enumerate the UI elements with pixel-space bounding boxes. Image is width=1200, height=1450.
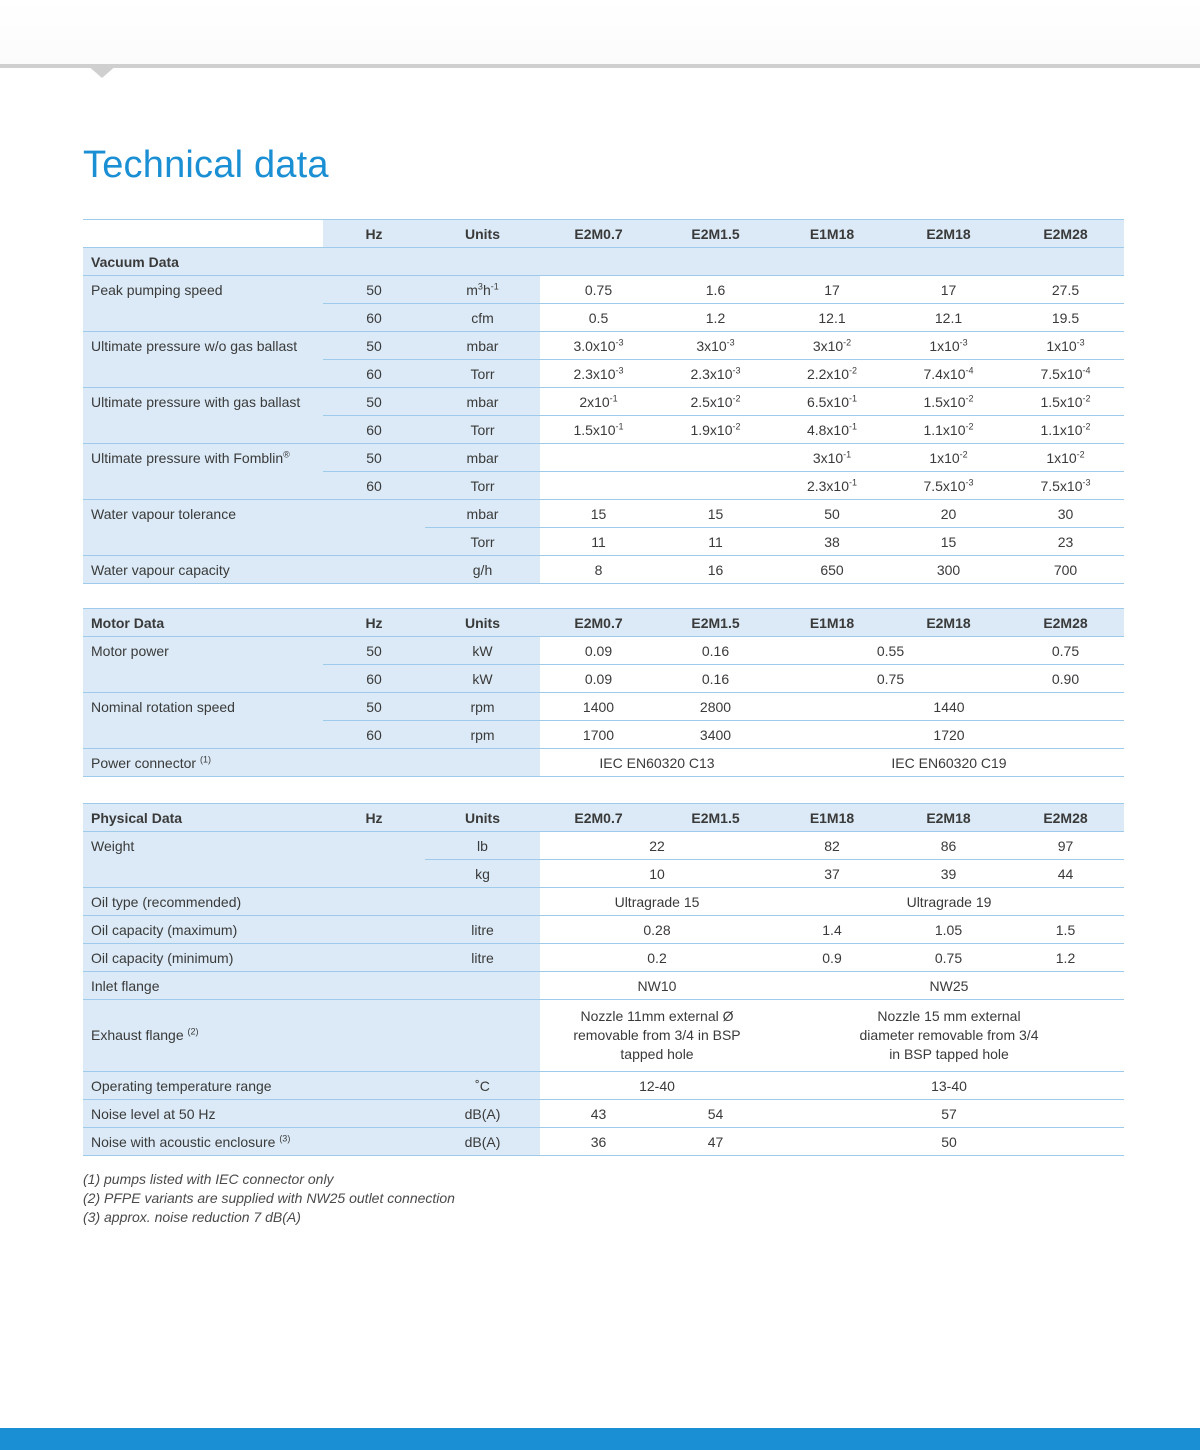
top-band: [0, 0, 1200, 64]
footnote: (2) PFPE variants are supplied with NW25 outlet connection: [83, 1190, 455, 1206]
table-row: [83, 388, 1124, 416]
row-label: Ultimate pressure w/o gas ballast: [83, 332, 323, 388]
value-cell: $1x10^{-2}$: [890, 444, 1007, 472]
unit-cell: $m^3h^{-1}$: [425, 276, 540, 304]
row-label: Oil capacity (minimum): [83, 944, 425, 972]
header-model: E1M18: [774, 220, 890, 248]
header-hz: Hz: [323, 220, 425, 248]
value-cell: 1.05: [890, 916, 1007, 944]
value-cell: $1.5x10^{-2}$: [1007, 388, 1124, 416]
header-model: E2M1.5: [657, 609, 774, 637]
header-units: Units: [425, 804, 540, 832]
value-cell: 0.16: [657, 665, 774, 693]
row-label: Nominal rotation speed: [83, 693, 323, 749]
header-blank: [83, 220, 323, 248]
hz-cell: 50: [323, 693, 425, 721]
table-row: [83, 888, 1124, 916]
table-row: [83, 749, 1124, 777]
row-label: Exhaust flange $^{(2)}$: [83, 1000, 540, 1072]
value-cell: 97: [1007, 832, 1124, 860]
row-label: Water vapour tolerance: [83, 500, 425, 556]
value-cell: 0.75: [774, 665, 1007, 693]
header-model: E1M18: [774, 804, 890, 832]
header-model: E1M18: [774, 609, 890, 637]
table-row: [83, 500, 1124, 528]
table-row: [83, 332, 1124, 360]
value-cell: 44: [1007, 860, 1124, 888]
hz-cell: 50: [323, 388, 425, 416]
hz-cell: 50: [323, 276, 425, 304]
row-label: Ultimate pressure with gas ballast: [83, 388, 323, 444]
row-label: Weight: [83, 832, 425, 888]
value-cell: 15: [540, 500, 657, 528]
value-cell: 82: [774, 832, 890, 860]
value-cell: 39: [890, 860, 1007, 888]
value-cell: 10: [540, 860, 774, 888]
hz-cell: 60: [323, 721, 425, 749]
table-row: [83, 944, 1124, 972]
value-cell: $2.5x10^{-2}$: [657, 388, 774, 416]
physical-data-table: [83, 803, 1124, 1156]
value-cell: [540, 472, 657, 500]
value-cell: 0.90: [1007, 665, 1124, 693]
value-cell: 15: [890, 528, 1007, 556]
value-cell: $3x10^{-1}$: [774, 444, 890, 472]
value-cell: $1.5x10^{-2}$: [890, 388, 1007, 416]
header-model: E2M18: [890, 220, 1007, 248]
header-hz: Hz: [323, 804, 425, 832]
section-title: Vacuum Data: [83, 248, 1124, 276]
value-cell: 37: [774, 860, 890, 888]
value-cell: $2.3x10^{-1}$: [774, 472, 890, 500]
value-cell: 0.9: [774, 944, 890, 972]
value-cell: 1.6: [657, 276, 774, 304]
value-cell: 700: [1007, 556, 1124, 584]
value-cell: 22: [540, 832, 774, 860]
section-title: Physical Data: [83, 804, 323, 832]
motor-data-table: [83, 608, 1124, 777]
value-cell: 0.2: [540, 944, 774, 972]
value-cell: 43: [540, 1100, 657, 1128]
table-header-row: [83, 220, 1124, 248]
unit-cell: litre: [425, 944, 540, 972]
unit-cell: kW: [425, 665, 540, 693]
value-cell: 57: [774, 1100, 1124, 1128]
value-cell: $3x10^{-2}$: [774, 332, 890, 360]
value-cell: 13-40: [774, 1072, 1124, 1100]
table-row: [83, 1072, 1124, 1100]
header-model: E2M18: [890, 804, 1007, 832]
value-cell: 2800: [657, 693, 774, 721]
unit-cell: Torr: [425, 528, 540, 556]
unit-cell: kW: [425, 637, 540, 665]
row-label: Peak pumping speed: [83, 276, 323, 332]
value-cell: $7.5x10^{-4}$: [1007, 360, 1124, 388]
value-cell: 54: [657, 1100, 774, 1128]
section-title: Motor Data: [83, 609, 323, 637]
value-cell: 1.5: [1007, 916, 1124, 944]
value-cell: 11: [657, 528, 774, 556]
value-cell: $2.3x10^{-3}$: [657, 360, 774, 388]
header-model: E2M28: [1007, 609, 1124, 637]
section-row: [83, 248, 1124, 276]
value-cell: $7.5x10^{-3}$: [890, 472, 1007, 500]
value-cell: 12-40: [540, 1072, 774, 1100]
value-cell: $2x10^{-1}$: [540, 388, 657, 416]
value-cell: 15: [657, 500, 774, 528]
value-cell: 50: [774, 1128, 1124, 1156]
unit-cell: lb: [425, 832, 540, 860]
hz-cell: 50: [323, 637, 425, 665]
value-cell: [540, 444, 657, 472]
value-cell: $7.5x10^{-3}$: [1007, 472, 1124, 500]
value-cell: 0.75: [1007, 637, 1124, 665]
value-cell: Ultragrade 15: [540, 888, 774, 916]
value-cell: 0.5: [540, 304, 657, 332]
header-model: E2M0.7: [540, 804, 657, 832]
row-label: Noise level at 50 Hz: [83, 1100, 425, 1128]
unit-cell: litre: [425, 916, 540, 944]
value-cell: Nozzle 15 mm external diameter removable from 3/4 in BSP tapped hole: [774, 1000, 1124, 1072]
value-cell: $1x10^{-3}$: [1007, 332, 1124, 360]
table-row: [83, 916, 1124, 944]
value-cell: 1.4: [774, 916, 890, 944]
value-cell: 38: [774, 528, 890, 556]
row-label: Water vapour capacity: [83, 556, 425, 584]
value-cell: 30: [1007, 500, 1124, 528]
table-row: [83, 556, 1124, 584]
unit-cell: kg: [425, 860, 540, 888]
value-cell: 11: [540, 528, 657, 556]
unit-cell: cfm: [425, 304, 540, 332]
table-header-row: [83, 609, 1124, 637]
value-cell: 3400: [657, 721, 774, 749]
page-title: Technical data: [83, 144, 329, 186]
value-cell: 50: [774, 500, 890, 528]
header-model: E2M18: [890, 609, 1007, 637]
unit-cell: dB(A): [425, 1128, 540, 1156]
header-model: E2M1.5: [657, 804, 774, 832]
top-notch-marker: [86, 64, 118, 78]
hz-cell: 60: [323, 472, 425, 500]
value-cell: 650: [774, 556, 890, 584]
hz-cell: 50: [323, 332, 425, 360]
row-label: Motor power: [83, 637, 323, 693]
value-cell: 16: [657, 556, 774, 584]
vacuum-data-table: [83, 219, 1124, 584]
header-model: E2M28: [1007, 804, 1124, 832]
value-cell: 8: [540, 556, 657, 584]
table-header-row: [83, 804, 1124, 832]
value-cell: [657, 444, 774, 472]
header-model: E2M1.5: [657, 220, 774, 248]
footnotes: [83, 1170, 455, 1227]
value-cell: Ultragrade 19: [774, 888, 1124, 916]
value-cell: $2.3x10^{-3}$: [540, 360, 657, 388]
hz-cell: 60: [323, 304, 425, 332]
value-cell: 17: [890, 276, 1007, 304]
value-cell: 1.2: [657, 304, 774, 332]
table-row: [83, 972, 1124, 1000]
unit-cell: Torr: [425, 416, 540, 444]
bottom-bar: [0, 1428, 1200, 1450]
value-cell: 27.5: [1007, 276, 1124, 304]
table-row: [83, 637, 1124, 665]
table-row: [83, 444, 1124, 472]
value-cell: 0.16: [657, 637, 774, 665]
header-model: E2M0.7: [540, 609, 657, 637]
unit-cell: rpm: [425, 721, 540, 749]
row-label: Operating temperature range: [83, 1072, 425, 1100]
value-cell: 86: [890, 832, 1007, 860]
value-cell: IEC EN60320 C19: [774, 749, 1124, 777]
value-cell: $1.5x10^{-1}$: [540, 416, 657, 444]
table-row: [83, 276, 1124, 304]
value-cell: 0.09: [540, 665, 657, 693]
value-cell: $1x10^{-3}$: [890, 332, 1007, 360]
unit-cell: mbar: [425, 444, 540, 472]
value-cell: 1.2: [1007, 944, 1124, 972]
value-cell: 47: [657, 1128, 774, 1156]
unit-cell: rpm: [425, 693, 540, 721]
value-cell: NW10: [540, 972, 774, 1000]
value-cell: Nozzle 11mm external Ø removable from 3/4 in BSP tapped hole: [540, 1000, 774, 1072]
unit-cell: g/h: [425, 556, 540, 584]
value-cell: IEC EN60320 C13: [540, 749, 774, 777]
hz-cell: 50: [323, 444, 425, 472]
table-row: [83, 1100, 1124, 1128]
footnote: (1) pumps listed with IEC connector only: [83, 1171, 334, 1187]
value-cell: 20: [890, 500, 1007, 528]
value-cell: 0.75: [890, 944, 1007, 972]
unit-cell: Torr: [425, 360, 540, 388]
value-cell: $1.1x10^{-2}$: [1007, 416, 1124, 444]
row-label: Power connector $^{(1)}$: [83, 749, 540, 777]
value-cell: 1720: [774, 721, 1124, 749]
value-cell: 1400: [540, 693, 657, 721]
row-label: Noise with acoustic enclosure $^{(3)}$: [83, 1128, 425, 1156]
table-row: [83, 693, 1124, 721]
value-cell: 17: [774, 276, 890, 304]
table-row: [83, 832, 1124, 860]
header-units: Units: [425, 609, 540, 637]
row-label: Oil capacity (maximum): [83, 916, 425, 944]
value-cell: [657, 472, 774, 500]
hz-cell: 60: [323, 416, 425, 444]
unit-cell: ˚C: [425, 1072, 540, 1100]
value-cell: 0.55: [774, 637, 1007, 665]
value-cell: 1440: [774, 693, 1124, 721]
value-cell: $7.4x10^{-4}$: [890, 360, 1007, 388]
value-cell: 1700: [540, 721, 657, 749]
row-label: Ultimate pressure with Fomblin®: [83, 444, 323, 500]
value-cell: $4.8x10^{-1}$: [774, 416, 890, 444]
value-cell: 12.1: [774, 304, 890, 332]
value-cell: 19.5: [1007, 304, 1124, 332]
unit-cell: mbar: [425, 332, 540, 360]
value-cell: 0.75: [540, 276, 657, 304]
header-hz: Hz: [323, 609, 425, 637]
unit-cell: mbar: [425, 388, 540, 416]
value-cell: $1x10^{-2}$: [1007, 444, 1124, 472]
value-cell: $6.5x10^{-1}$: [774, 388, 890, 416]
header-model: E2M0.7: [540, 220, 657, 248]
value-cell: 0.09: [540, 637, 657, 665]
value-cell: 23: [1007, 528, 1124, 556]
footnote: (3) approx. noise reduction 7 dB(A): [83, 1209, 301, 1225]
hz-cell: 60: [323, 360, 425, 388]
value-cell: $3x10^{-3}$: [657, 332, 774, 360]
unit-cell: Torr: [425, 472, 540, 500]
value-cell: $1.9x10^{-2}$: [657, 416, 774, 444]
value-cell: 0.28: [540, 916, 774, 944]
unit-cell: dB(A): [425, 1100, 540, 1128]
header-model: E2M28: [1007, 220, 1124, 248]
value-cell: 300: [890, 556, 1007, 584]
hz-cell: 60: [323, 665, 425, 693]
value-cell: 12.1: [890, 304, 1007, 332]
row-label: Oil type (recommended): [83, 888, 540, 916]
header-units: Units: [425, 220, 540, 248]
table-row: [83, 1000, 1124, 1072]
top-divider: [0, 64, 1200, 68]
value-cell: $3.0x10^{-3}$: [540, 332, 657, 360]
unit-cell: mbar: [425, 500, 540, 528]
value-cell: $1.1x10^{-2}$: [890, 416, 1007, 444]
table-row: [83, 1128, 1124, 1156]
value-cell: 36: [540, 1128, 657, 1156]
value-cell: $2.2x10^{-2}$: [774, 360, 890, 388]
value-cell: NW25: [774, 972, 1124, 1000]
row-label: Inlet flange: [83, 972, 540, 1000]
